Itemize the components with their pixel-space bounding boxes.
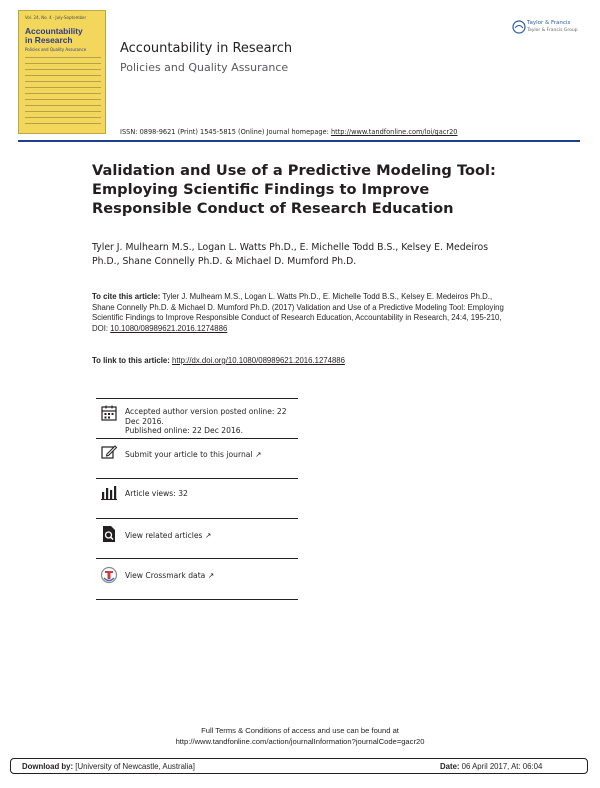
box-divider xyxy=(96,518,298,519)
calendar-icon xyxy=(100,404,118,422)
edit-icon xyxy=(100,443,118,461)
article-link-line: To link to this article: http://dx.doi.org/10.1080/08989621.2016.1274886 xyxy=(92,356,345,365)
cover-volume: Vol. 24, No. 4 · July-September xyxy=(25,15,87,20)
journal-subtitle: Policies and Quality Assurance xyxy=(120,61,289,74)
crossmark-icon xyxy=(100,566,118,584)
journal-homepage-link[interactable]: http://www.tandfonline.com/loi/gacr20 xyxy=(330,128,458,136)
terms-link[interactable]: http://www.tandfonline.com/action/journalInformation?journalCode=gacr20 xyxy=(175,736,425,746)
journal-title: Accountability in Research xyxy=(120,41,293,56)
article-title: Validation and Use of a Predictive Modeling Tool: Employing Scientific Findings to Improve Responsible Conduct of Research Education xyxy=(92,162,496,217)
cover-title: Accountability in Research xyxy=(25,26,83,45)
article-doi-link[interactable]: http://dx.doi.org/10.1080/08989621.2016.1274886 xyxy=(172,356,345,365)
external-link-icon: ↗ xyxy=(207,571,215,580)
publisher-logo-text: Taylor & Francis Taylor & Francis Group xyxy=(527,20,578,33)
submit-article-link[interactable]: Submit your article to this journal ↗ xyxy=(125,450,262,459)
header-rule xyxy=(18,140,580,142)
related-search-icon xyxy=(100,525,118,543)
publisher-logo-icon xyxy=(512,20,526,34)
issn-line: ISSN: 0898-9621 (Print) 1545-5815 (Online) Journal homepage: http://www.tandfonline.com/loi/gacr20 xyxy=(120,128,458,136)
accepted-date: Accepted author version posted online: 22 Dec 2016. Published online: 22 Dec 2016. xyxy=(125,407,287,436)
article-authors: Tyler J. Mulhearn M.S., Logan L. Watts Ph.D., E. Michelle Todd B.S., Kelsey E. Medeiros Ph.D., Shane Connelly Ph.D. & Michael D. Mumford Ph.D. xyxy=(92,242,489,267)
box-divider xyxy=(96,558,298,559)
download-date: Date: 06 April 2017, At: 06:04 xyxy=(440,762,543,771)
article-views: Article views: 32 xyxy=(125,489,188,498)
cover-contents-lines xyxy=(25,57,101,129)
view-related-articles-link[interactable]: View related articles ↗ xyxy=(125,531,212,540)
view-crossmark-link[interactable]: View Crossmark data ↗ xyxy=(125,571,215,580)
external-link-icon: ↗ xyxy=(254,450,262,459)
external-link-icon: ↗ xyxy=(204,531,212,540)
download-by: Download by: [University of Newcastle, Australia] xyxy=(22,762,195,771)
bar-chart-icon xyxy=(100,484,118,502)
box-divider xyxy=(96,398,298,399)
box-divider xyxy=(96,438,298,439)
citation: To cite this article: Tyler J. Mulhearn M.S., Logan L. Watts Ph.D., E. Michelle Todd B.S., Kelsey E. Medeiros Ph.D., Shane Connelly Ph.D. & Michael D. Mumford Ph.D. (2017) Validation and Use of a Predictive Modeling Tool: Employing Scientific Findings to Improve Responsible Conduct of Research Education, Accountability in Research, 24:4, 195-210, DOI: 10.1080/08989621.2016.1274886 xyxy=(92,292,504,333)
doi-link[interactable]: 10.1080/08989621.2016.1274886 xyxy=(110,323,228,333)
box-divider xyxy=(96,478,298,479)
box-divider xyxy=(96,599,298,600)
journal-cover xyxy=(18,10,106,134)
cover-subtitle: Policies and Quality Assurance xyxy=(25,47,87,52)
terms-footer: Full Terms & Conditions of access and use can be found at http://www.tandfonline.com/action/journalInformation?journalCode=gacr20 xyxy=(0,726,600,747)
